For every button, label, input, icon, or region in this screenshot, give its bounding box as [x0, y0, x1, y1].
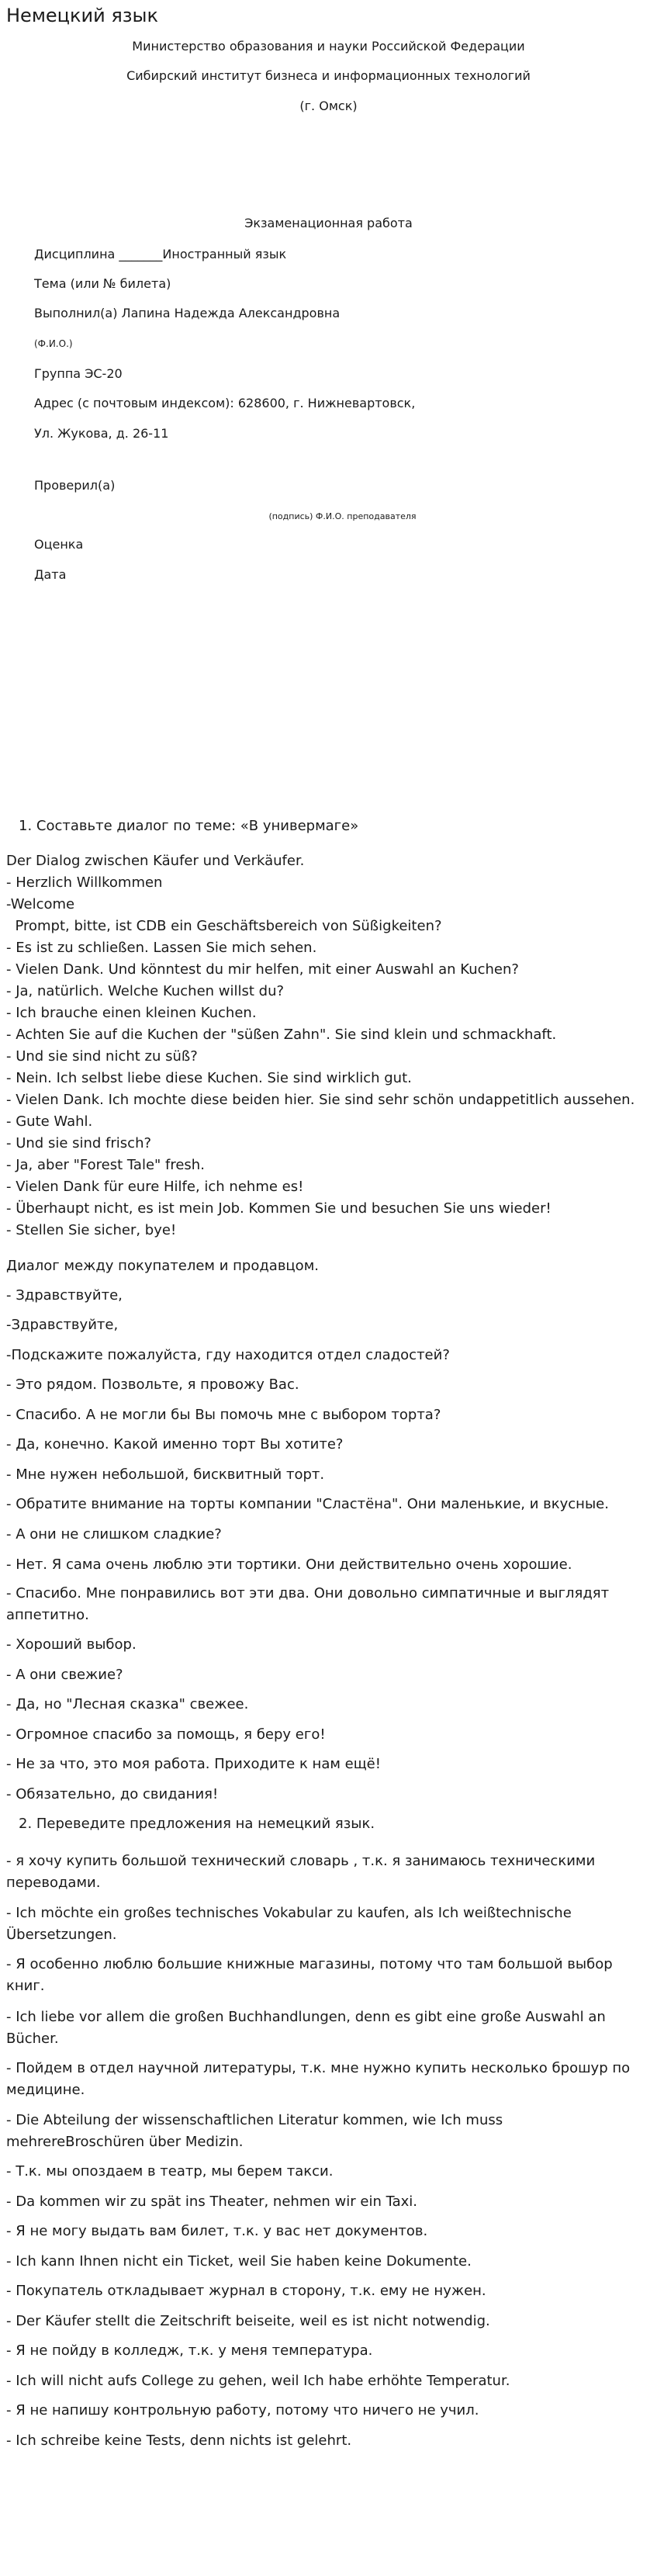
author-field: Выполнил(а) Лапина Надежда Александровна [34, 306, 341, 320]
dialog-line: - Vielen Dank. Und könntest du mir helfen, mit einer Auswahl an Kuchen? [6, 961, 519, 978]
grade-field: Оценка [34, 537, 84, 552]
page-title: Немецкий язык [6, 5, 158, 26]
ru-dialog-line: - Это рядом. Позвольте, я провожу Вас. [6, 1376, 299, 1393]
checked-field: Проверил(а) [34, 478, 116, 493]
ru-dialog-line: - А они свежие? [6, 1667, 123, 1683]
translation-item: - Я не могу выдать вам билет, т.к. у вас нет документов. [6, 2223, 428, 2239]
dialog-line: -Welcome [6, 896, 75, 912]
ru-dialog-line: - Мне нужен небольшой, бисквитный торт. [6, 1466, 325, 1483]
dialog-line: - Stellen Sie sicher, bye! [6, 1222, 177, 1238]
translation-item: - Т.к. мы опоздаем в театр, мы берем такси. [6, 2163, 334, 2180]
translation-item: - Der Käufer stellt die Zeitschrift beiseite, weil es ist nicht notwendig. [6, 2313, 490, 2329]
translation-item: - Я не напишу контрольную работу, потому что ничего не учил. [6, 2402, 479, 2418]
dialog-line: - Es ist zu schließen. Lassen Sie mich sehen. [6, 940, 317, 956]
institute-line: Сибирский институт бизнеса и информационных технологий [126, 68, 531, 83]
fio-note: (Ф.И.О.) [34, 338, 73, 349]
signature-note: (подпись) Ф.И.О. преподавателя [268, 511, 417, 521]
ru-dialog-line: Диалог между покупателем и продавцом. [6, 1258, 319, 1274]
dialog-line: - Und sie sind nicht zu süß? [6, 1048, 198, 1065]
ministry-line: Министерство образования и науки Российской Федерации [132, 39, 525, 54]
translation-item: - Die Abteilung der wissenschaftlichen Literatur kommen, wie Ich muss mehrereBroschüren über Medizin. [6, 2112, 503, 2150]
ru-dialog-line: - Спасибо. А не могли бы Вы помочь мне с выбором торта? [6, 1407, 441, 1423]
translation-item: - Покупатель откладывает журнал в сторону, т.к. ему не нужен. [6, 2283, 486, 2299]
ru-dialog-line: - Хороший выбор. [6, 1636, 137, 1653]
ru-dialog-line: -Подскажите пожалуйста, гду находится отдел сладостей? [6, 1347, 450, 1363]
translation-item: - Ich will nicht aufs College zu gehen, weil Ich habe erhöhte Temperatur. [6, 2373, 510, 2389]
dialog-line: - Gute Wahl. [6, 1113, 93, 1130]
ru-dialog-line: -Здравствуйте, [6, 1317, 119, 1333]
group-field: Группа ЭС-20 [34, 366, 123, 381]
translation-item: - Ich kann Ihnen nicht ein Ticket, weil Sie haben keine Dokumente. [6, 2253, 472, 2270]
exam-title: Экзаменационная работа [244, 216, 413, 230]
ru-dialog-line: - Да, но "Лесная сказка" свежее. [6, 1696, 249, 1712]
address-field: Адрес (с почтовым индексом): 628600, г. Нижневартовск, [34, 396, 416, 410]
date-field: Дата [34, 567, 67, 582]
translation-item: - Ich schreibe keine Tests, denn nichts ist gelehrt. [6, 2432, 352, 2449]
dialog-line: - Ja, natürlich. Welche Kuchen willst du? [6, 983, 285, 999]
translation-item: - я хочу купить большой технический словарь , т.к. я занимаюсь техническими переводами. [6, 1853, 596, 1891]
street-field: Ул. Жукова, д. 26-11 [34, 426, 169, 441]
dialog-line: - Vielen Dank für eure Hilfe, ich nehme es! [6, 1179, 304, 1195]
topic-field: Тема (или № билета) [34, 276, 171, 291]
translation-item: - Я особенно люблю большие книжные магазины, потому что там большой выбор книг. [6, 1956, 613, 1994]
translation-item: - Ich möchte ein großes technisches Vokabular zu kaufen, als Ich weißtechnische Übersetzungen. [6, 1905, 572, 1943]
dialog-line: - Ja, aber "Forest Tale" fresh. [6, 1157, 205, 1173]
ru-dialog-line: - Не за что, это моя работа. Приходите к нам ещё! [6, 1756, 381, 1772]
ru-dialog-line: - Нет. Я сама очень люблю эти тортики. Они действительно очень хорошие. [6, 1556, 572, 1573]
dialog-line: Prompt, bitte, ist CDB ein Geschäftsbereich von Süßigkeiten? [6, 918, 442, 934]
ru-dialog-line: - А они не слишком сладкие? [6, 1526, 222, 1542]
city-line: (г. Омск) [299, 99, 358, 113]
translation-item: - Я не пойду в колледж, т.к. у меня температура. [6, 2342, 373, 2359]
discipline-field: Дисциплина _______Иностранный язык [34, 247, 287, 261]
dialog-line: - Und sie sind frisch? [6, 1135, 152, 1151]
dialog-line: - Nein. Ich selbst liebe diese Kuchen. Sie sind wirklich gut. [6, 1070, 412, 1086]
ru-dialog-line: - Да, конечно. Какой именно торт Вы хотите? [6, 1436, 344, 1452]
translation-item: - Пойдем в отдел научной литературы, т.к. мне нужно купить несколько брошур по медицине. [6, 2060, 631, 2098]
ru-dialog-line: - Спасибо. Мне понравились вот эти два. Они довольно симпатичные и выглядят аппетитно. [6, 1585, 610, 1623]
ru-dialog-line: - Обратите внимание на торты компании "Сластёна". Они маленькие, и вкусные. [6, 1496, 609, 1512]
german-dialog [6, 850, 650, 1241]
ru-dialog-line: - Обязательно, до свидания! [6, 1786, 219, 1802]
translation-item: - Ich liebe vor allem die großen Buchhandlungen, denn es gibt eine große Auswahl an Bücher. [6, 2009, 606, 2047]
dialog-line: - Vielen Dank. Ich mochte diese beiden hier. Sie sind sehr schön undappetitlich aussehen. [6, 1092, 635, 1108]
dialog-line: Der Dialog zwischen Käufer und Verkäufer. [6, 853, 305, 869]
dialog-line: - Überhaupt nicht, es ist mein Job. Kommen Sie und besuchen Sie uns wieder! [6, 1200, 552, 1217]
task1-heading: 1. Составьте диалог по теме: «В универмаге» [19, 818, 359, 834]
task2-heading: 2. Переведите предложения на немецкий язык. [19, 1816, 375, 1832]
dialog-line: - Herzlich Willkommen [6, 874, 163, 891]
ru-dialog-line: - Здравствуйте, [6, 1287, 123, 1304]
dialog-line: - Achten Sie auf die Kuchen der "süßen Zahn". Sie sind klein und schmackhaft. [6, 1027, 557, 1043]
translation-item: - Da kommen wir zu spät ins Theater, nehmen wir ein Taxi. [6, 2193, 418, 2210]
ru-dialog-line: - Огромное спасибо за помощь, я беру его! [6, 1726, 326, 1743]
dialog-line: - Ich brauche einen kleinen Kuchen. [6, 1005, 257, 1021]
